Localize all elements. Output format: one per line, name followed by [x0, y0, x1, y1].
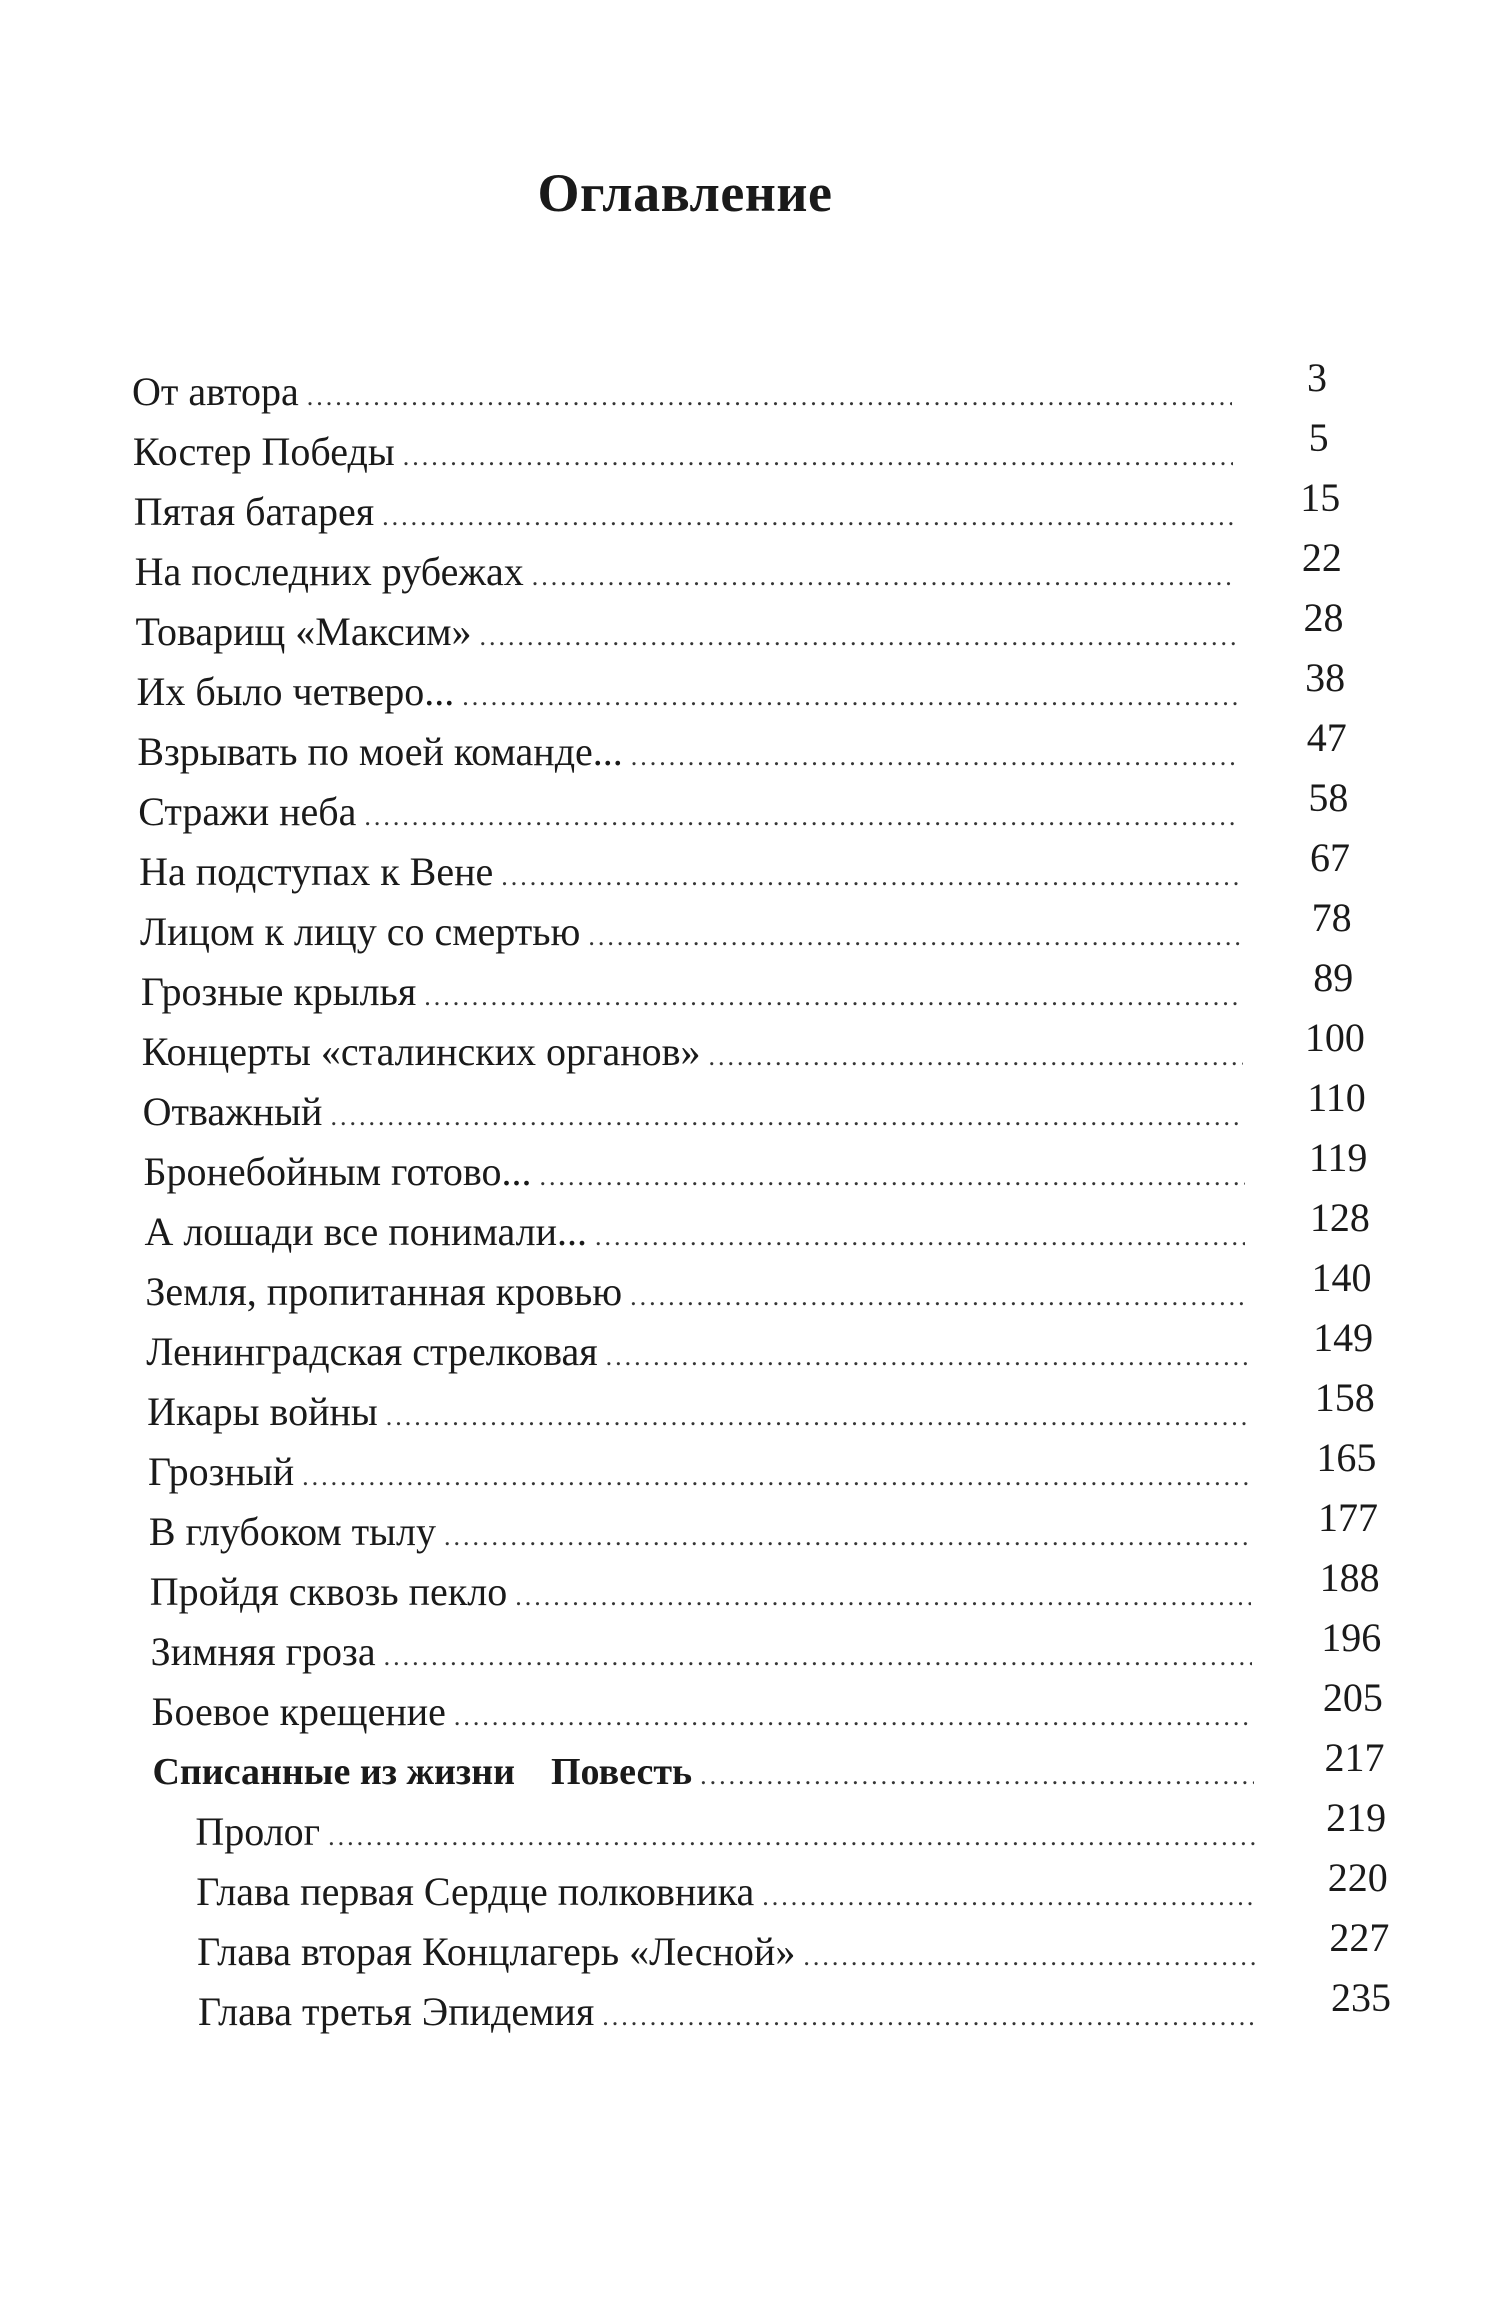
- dot-leader: [384, 1627, 1253, 1687]
- toc-section-subtitle: Повесть: [551, 1751, 693, 1793]
- toc-entry-line: [149, 1502, 1250, 1562]
- toc-entry: [0, 1315, 1500, 1382]
- toc-entry-line: [136, 602, 1236, 662]
- toc-entry-line: [197, 1922, 1257, 1982]
- toc-entry-page: 47: [1306, 715, 1347, 760]
- dot-leader: [606, 1327, 1248, 1387]
- toc-entry-line: [143, 1082, 1244, 1142]
- dot-leader: [330, 1087, 1243, 1147]
- toc-subentry: [0, 1975, 1500, 2042]
- toc-entry-title: Зимняя гроза: [150, 1629, 376, 1674]
- toc-entry-title: Глава вторая Концлагерь «Лесной»: [197, 1929, 796, 1974]
- toc-entry: [0, 1195, 1500, 1262]
- toc-entry: [0, 775, 1500, 842]
- toc-entry-line: [138, 782, 1239, 842]
- dot-leader: [700, 1746, 1254, 1806]
- toc-entry-page: 5: [1308, 415, 1329, 460]
- dot-leader: [709, 1027, 1243, 1087]
- toc-entry-page: 110: [1307, 1075, 1366, 1120]
- toc-entry-page: 220: [1327, 1855, 1388, 1900]
- toc-entry-line: [134, 482, 1234, 542]
- toc-entry-page: 128: [1309, 1195, 1370, 1240]
- dot-leader: [630, 1267, 1246, 1327]
- toc-entry-page: 89: [1313, 955, 1354, 1000]
- dot-leader: [480, 607, 1236, 667]
- toc-entry: [0, 1495, 1500, 1562]
- toc-entry-title: Грозный: [148, 1449, 295, 1494]
- dot-leader: [501, 847, 1239, 907]
- toc-entry-page: 219: [1326, 1795, 1387, 1840]
- toc-entry: [0, 955, 1500, 1022]
- toc-entry-line: [152, 1682, 1254, 1742]
- toc-entry: [0, 835, 1500, 902]
- toc-entry-title: Пройдя сквозь пекло: [149, 1569, 508, 1614]
- dot-leader: [302, 1447, 1249, 1507]
- toc-entry-line: [152, 1742, 1254, 1802]
- toc-entry-line: [151, 1622, 1253, 1682]
- toc-entry-title: А лошади все понимали...: [144, 1209, 587, 1254]
- toc-entry-page: 15: [1300, 475, 1341, 520]
- toc-entry-title: Пролог: [195, 1809, 321, 1854]
- toc-entry-page: 58: [1308, 775, 1349, 820]
- toc-entry-title: Лицом к лицу со смертью: [140, 909, 581, 954]
- dot-leader: [403, 427, 1233, 487]
- toc-entry: [0, 475, 1500, 542]
- toc-entry-page: 235: [1331, 1975, 1391, 2020]
- toc-entry: [0, 655, 1500, 722]
- toc-entry-page: 177: [1317, 1495, 1378, 1540]
- toc-entry: [0, 1135, 1500, 1202]
- toc-entry-line: [146, 1322, 1247, 1382]
- page-title: Оглавление: [537, 163, 833, 223]
- toc-entry-title: Глава третья Эпидемия: [198, 1989, 595, 2034]
- toc-entry-line: [195, 1802, 1255, 1862]
- dot-leader: [328, 1807, 1255, 1867]
- toc-section-entry: [0, 1735, 1500, 1802]
- toc-entry-title: Боевое крещение: [151, 1689, 446, 1734]
- toc-entry: [0, 715, 1500, 782]
- dot-leader: [631, 727, 1238, 787]
- toc-entry-line: [145, 1262, 1246, 1322]
- dot-leader: [762, 1867, 1256, 1927]
- toc-entry-page: 188: [1319, 1555, 1380, 1600]
- toc-entry-page: 205: [1322, 1675, 1383, 1720]
- toc-entry-line: [198, 1982, 1258, 2042]
- toc-entry-title: На подступах к Вене: [139, 849, 494, 894]
- toc-entry-page: 78: [1311, 895, 1352, 940]
- toc-entry-title: Стражи неба: [138, 789, 357, 834]
- dot-leader: [382, 487, 1234, 547]
- toc-entry-title: Отважный: [142, 1089, 323, 1134]
- toc-entry: [0, 895, 1500, 962]
- dot-leader: [444, 1507, 1250, 1567]
- dot-leader: [803, 1927, 1257, 1987]
- toc-entry-page: 140: [1311, 1255, 1372, 1300]
- toc-entry: [0, 1375, 1500, 1442]
- toc-entry: [0, 1255, 1500, 1322]
- toc-subentry: [0, 1795, 1500, 1862]
- toc-entry-title: Их было четверо...: [136, 669, 455, 714]
- toc-entry-title: Товарищ «Максим»: [135, 609, 472, 654]
- toc-subentry: [0, 1915, 1500, 1982]
- toc-entry-page: 100: [1304, 1015, 1365, 1060]
- toc-entry-page: 22: [1301, 535, 1342, 580]
- toc-entry-page: 217: [1324, 1735, 1385, 1780]
- toc-entry-title: Грозные крылья: [140, 969, 417, 1014]
- toc-entry-line: [144, 1142, 1245, 1202]
- toc-entry-line: [135, 542, 1235, 602]
- toc-entry-title: Пятая батарея: [133, 489, 375, 534]
- toc-entry: [0, 1675, 1500, 1742]
- dot-leader: [454, 1687, 1253, 1747]
- dot-leader: [595, 1207, 1245, 1267]
- dot-leader: [364, 787, 1238, 847]
- toc-entry: [0, 595, 1500, 662]
- dot-leader: [602, 1987, 1258, 2047]
- toc-entry-line: [132, 362, 1232, 422]
- toc-entry-page: 227: [1329, 1915, 1390, 1960]
- toc-entry-line: [141, 962, 1242, 1022]
- toc-entry-title: В глубоком тылу: [148, 1509, 436, 1554]
- toc-entry-line: [144, 1202, 1245, 1262]
- toc-entry-title: От автора: [132, 369, 299, 414]
- toc-entry-page: 165: [1316, 1435, 1377, 1480]
- dot-leader: [539, 1147, 1244, 1207]
- toc-entry-page: 158: [1314, 1375, 1375, 1420]
- toc-entry-line: [136, 662, 1236, 722]
- dot-leader: [515, 1567, 1251, 1627]
- dot-leader: [424, 967, 1241, 1027]
- toc-entry-page: 196: [1321, 1615, 1382, 1660]
- toc-entry: [0, 1555, 1500, 1622]
- toc-entry-title: Костер Победы: [132, 429, 395, 474]
- toc-entry-page: 67: [1310, 835, 1351, 880]
- toc-entry-title: Ленинградская стрелковая: [146, 1329, 598, 1374]
- toc-entry-title: На последних рубежах: [134, 549, 524, 594]
- dot-leader: [532, 547, 1235, 607]
- toc-entry: [0, 1615, 1500, 1682]
- toc-entry-line: [142, 1022, 1243, 1082]
- toc-entry: [0, 535, 1500, 602]
- toc-entry-line: [148, 1442, 1249, 1502]
- toc-subentry: [0, 1855, 1500, 1922]
- table-of-contents: [0, 355, 1500, 2042]
- toc-section-heading: [152, 1742, 700, 1802]
- toc-entry-line: [150, 1562, 1251, 1622]
- toc-entry-line: [147, 1382, 1248, 1442]
- toc-entry-line: [196, 1862, 1256, 1922]
- dot-leader: [462, 667, 1237, 727]
- toc-entry-page: 119: [1308, 1135, 1368, 1180]
- toc-entry-line: [139, 842, 1240, 902]
- toc-entry-title: Глава первая Сердце полковника: [196, 1869, 755, 1914]
- toc-entry-title: Земля, пропитанная кровью: [145, 1269, 623, 1314]
- dot-leader: [386, 1387, 1249, 1447]
- toc-entry-title: Икары войны: [147, 1389, 378, 1434]
- toc-entry-page: 149: [1313, 1315, 1374, 1360]
- toc-section-title: Списанные из жизни: [152, 1751, 515, 1793]
- dot-leader: [307, 367, 1232, 427]
- toc-entry-line: [140, 902, 1241, 962]
- toc-entry: [0, 1075, 1500, 1142]
- toc-entry-title: Концерты «сталинских органов»: [141, 1029, 701, 1074]
- dot-leader: [588, 907, 1240, 967]
- toc-entry-page: 38: [1305, 655, 1346, 700]
- toc-entry-title: Бронебойным готово...: [143, 1149, 532, 1194]
- toc-entry-title: Взрывать по моей команде...: [137, 729, 623, 774]
- toc-entry-line: [137, 722, 1237, 782]
- toc-entry: [0, 1435, 1500, 1502]
- toc-entry-line: [133, 422, 1233, 482]
- toc-entry-page: 28: [1303, 595, 1344, 640]
- toc-entry: [0, 1015, 1500, 1082]
- toc-entry-page: 3: [1307, 355, 1327, 400]
